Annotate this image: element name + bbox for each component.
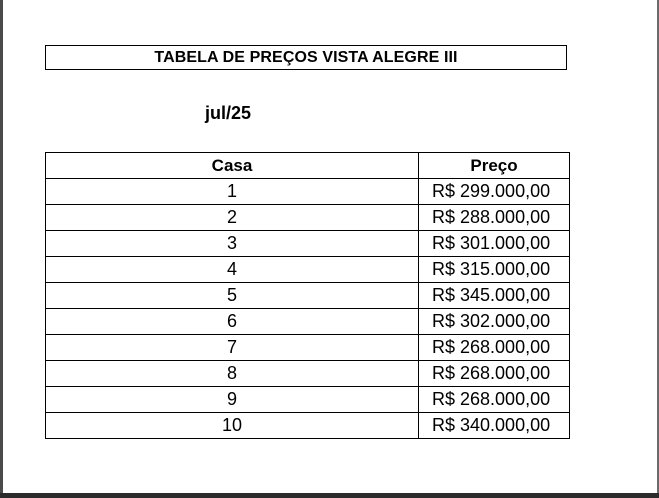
document-title	[45, 45, 567, 70]
preco-cell: R$ 315.000,00	[419, 257, 570, 283]
document-title-text: TABELA DE PREÇOS VISTA ALEGRE III	[154, 48, 458, 66]
table-row	[46, 231, 570, 257]
table-row	[46, 413, 570, 439]
casa-cell: 7	[46, 335, 419, 361]
table-row	[46, 361, 570, 387]
preco-cell: R$ 340.000,00	[419, 413, 570, 439]
casa-cell: 9	[46, 387, 419, 413]
preco-cell: R$ 268.000,00	[419, 335, 570, 361]
casa-cell: 10	[46, 413, 419, 439]
table-row	[46, 335, 570, 361]
preco-cell: R$ 301.000,00	[419, 231, 570, 257]
preco-cell: R$ 345.000,00	[419, 283, 570, 309]
casa-cell: 1	[46, 179, 419, 205]
table-row	[46, 257, 570, 283]
table-header-row	[46, 153, 570, 179]
table-row	[46, 309, 570, 335]
casa-cell: 8	[46, 361, 419, 387]
window-left-border	[0, 0, 3, 498]
column-header-casa: Casa	[46, 153, 419, 179]
table-row	[46, 205, 570, 231]
preco-cell: R$ 268.000,00	[419, 387, 570, 413]
casa-cell: 2	[46, 205, 419, 231]
preco-cell: R$ 302.000,00	[419, 309, 570, 335]
price-date: jul/25	[205, 103, 252, 123]
casa-cell: 4	[46, 257, 419, 283]
preco-cell: R$ 268.000,00	[419, 361, 570, 387]
casa-cell: 6	[46, 309, 419, 335]
casa-cell: 5	[46, 283, 419, 309]
preco-cell: R$ 299.000,00	[419, 179, 570, 205]
table-row	[46, 179, 570, 205]
window-bottom-border	[0, 493, 659, 498]
casa-cell: 3	[46, 231, 419, 257]
column-header-preco: Preço	[419, 153, 570, 179]
price-table	[45, 152, 570, 439]
preco-cell: R$ 288.000,00	[419, 205, 570, 231]
table-row	[46, 387, 570, 413]
table-row	[46, 283, 570, 309]
